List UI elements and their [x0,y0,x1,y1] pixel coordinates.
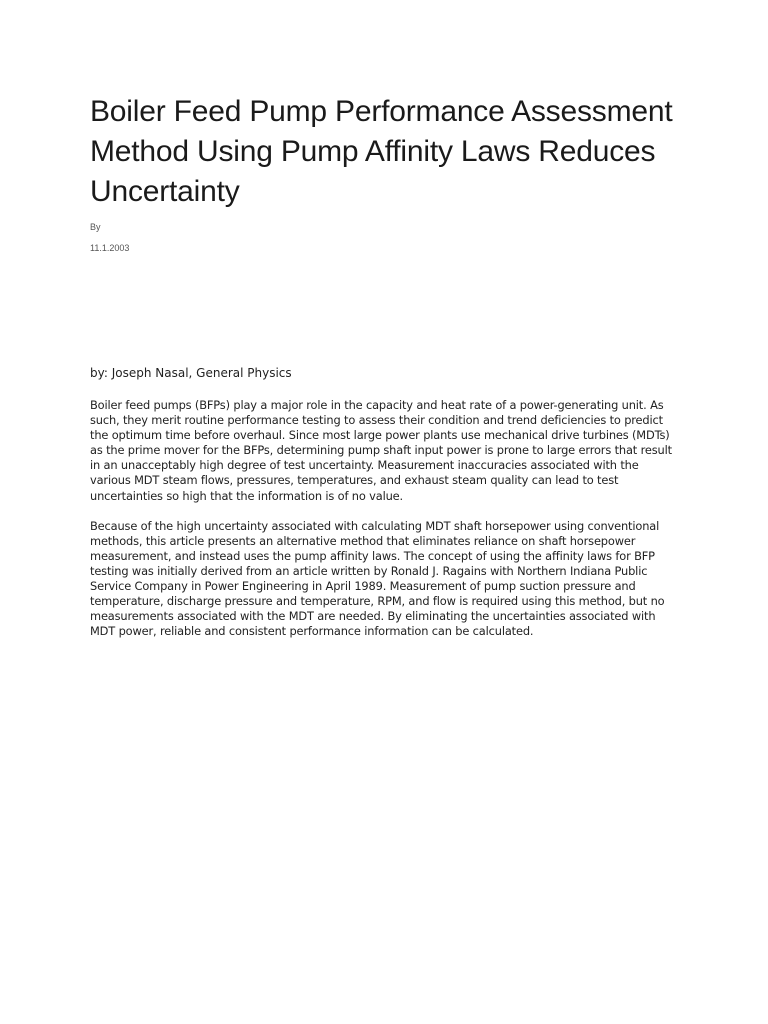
article [90,92,680,639]
body-paragraph-1: Boiler feed pumps (BFPs) play a major role in the capacity and heat rate of a power-generating unit. As such, they merit routine performance testing to assess their condition and trend deficiencies to predict the optimum time before overhaul. Since most large power plants use mechanical drive turbines (MDTs) as the prime mover for the BFPs, determining pump shaft input power is prone to large errors that result in an unacceptably high degree of test uncertainty. Measurement inaccuracies associated with the various MDT steam flows, pressures, temperatures, and exhaust steam quality can lead to test uncertainties so high that the information is of no value. [90,398,672,503]
article-title: Boiler Feed Pump Performance Assessment Method Using Pump Affinity Laws Reduces Uncertainty [90,95,673,208]
byline: by: Joseph Nasal, General Physics [90,366,292,380]
author-label: By [90,222,101,232]
publish-date: 11.1.2003 [90,243,130,253]
body-paragraph-2: Because of the high uncertainty associated with calculating MDT shaft horsepower using conventional methods, this article presents an alternative method that eliminates reliance on shaft horsepower measurement, and instead uses the pump affinity laws. The concept of using the affinity laws for BFP testing was initially derived from an article written by Ronald J. Ragains with Northern Indiana Public Service Company in Power Engineering in April 1989. Measurement of pump suction pressure and temperature, discharge pressure and temperature, RPM, and flow is required using this method, but no measurements associated with the MDT are needed. By eliminating the uncertainties associated with MDT power, reliable and consistent performance information can be calculated. [90,518,665,639]
